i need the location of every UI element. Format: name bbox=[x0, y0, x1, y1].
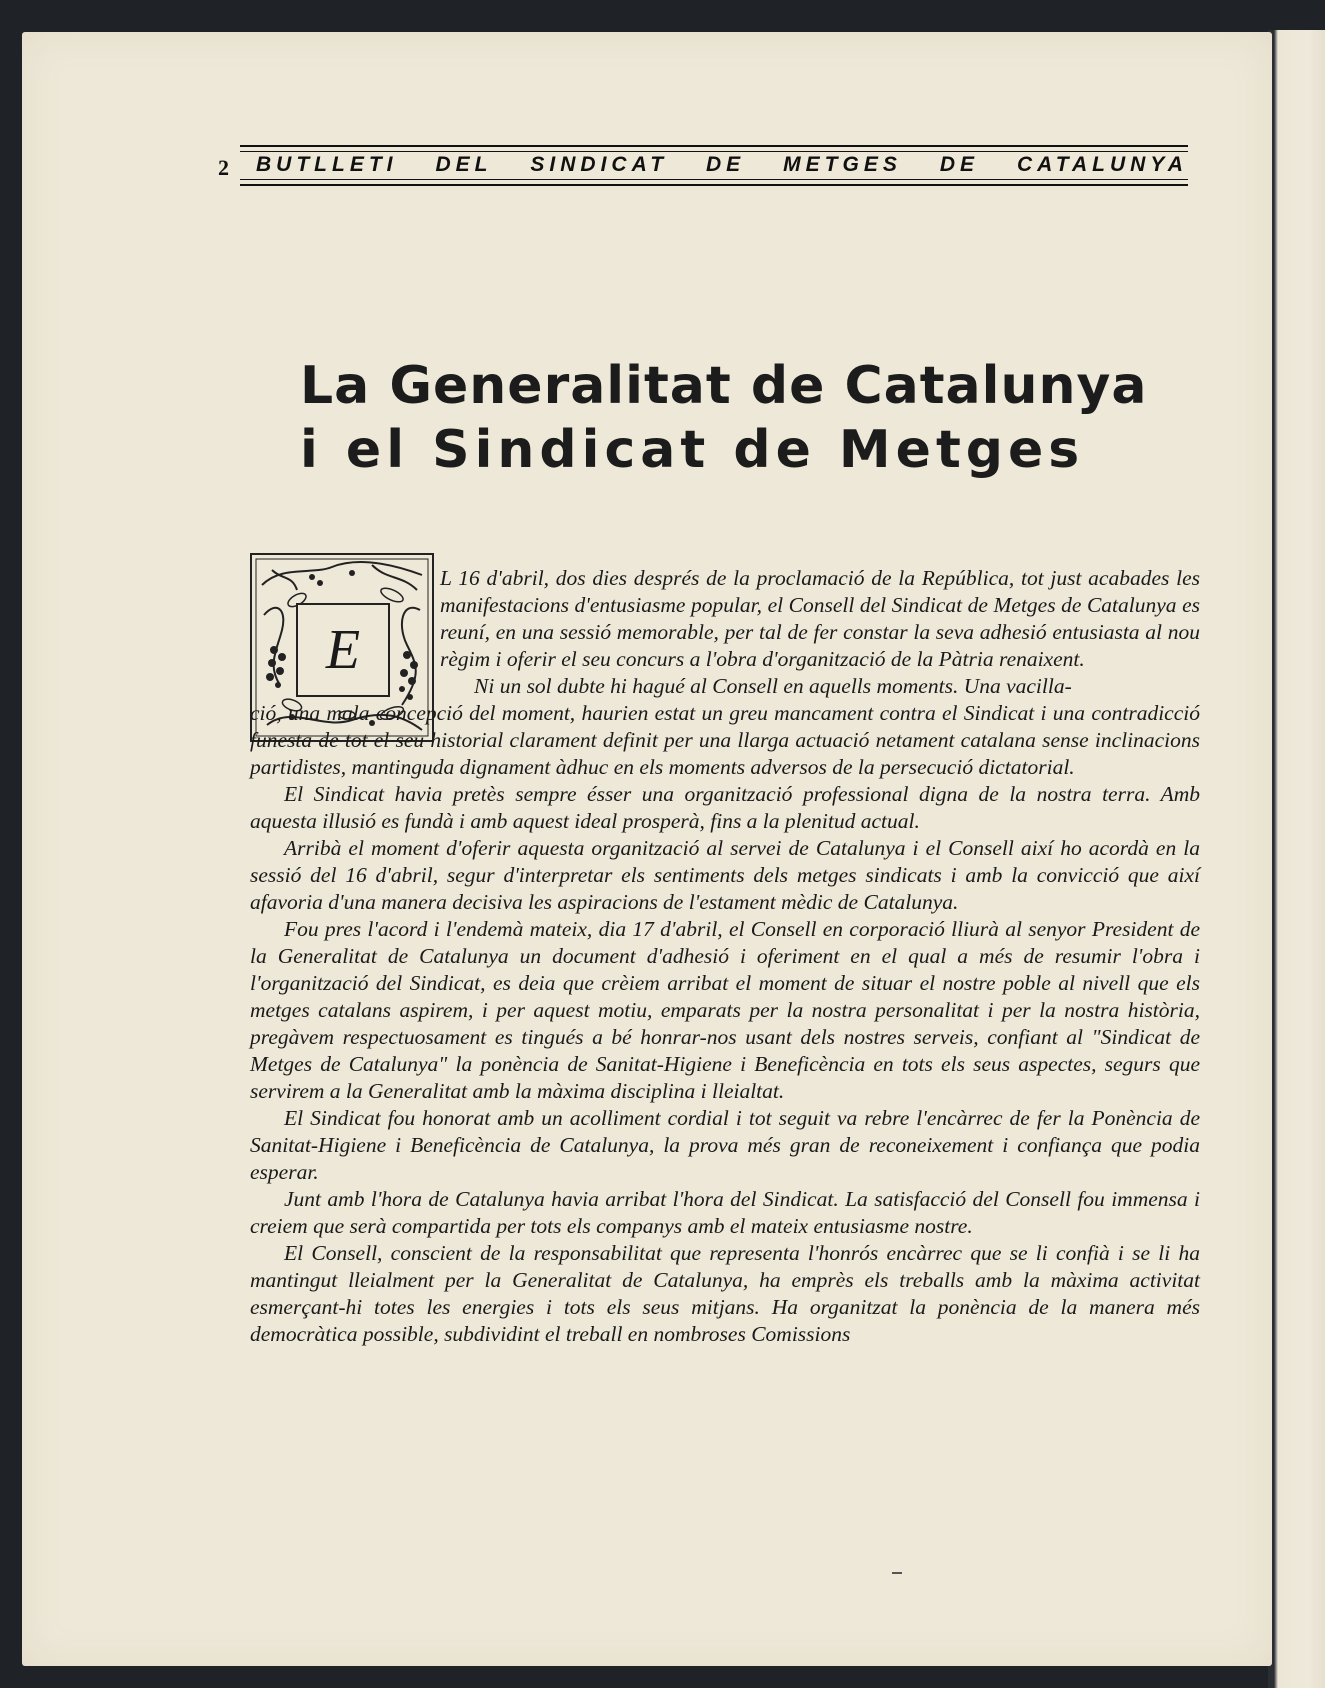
article-title-line: i el Sindicat de Metges bbox=[300, 420, 1085, 480]
article-body bbox=[250, 565, 1200, 1348]
running-title-word: CATALUNYA bbox=[1016, 153, 1188, 176]
running-title-word: SINDICAT bbox=[530, 153, 669, 176]
paragraph: Junt amb l'hora de Catalunya havia arribat l'hora del Sindicat. La satisfacció del Consell fou immensa i creiem que serà compartida per tots els companys amb el mateix entusiasme nostre. bbox=[250, 1187, 1200, 1238]
running-title-word: BUTLLETI bbox=[256, 153, 398, 176]
running-title bbox=[256, 153, 1188, 177]
running-title-word: DE bbox=[706, 153, 746, 176]
print-mark bbox=[892, 1572, 902, 1574]
page-number: 2 bbox=[218, 155, 229, 180]
running-title-word: DE bbox=[939, 153, 979, 176]
running-title-word: DEL bbox=[435, 153, 493, 176]
header-rule bbox=[240, 145, 1188, 147]
header-rule bbox=[240, 151, 1188, 152]
paragraph: El Sindicat fou honorat amb un acolliment cordial i tot seguit va rebre l'encàrrec de fer la Ponència de Sanitat-Higiene i Beneficència de Catalunya, la prova més gran de reconeixement i confiança que podia esperar. bbox=[250, 1106, 1200, 1184]
header-rule bbox=[240, 179, 1188, 180]
article-title bbox=[300, 355, 1148, 483]
paragraph: El Consell, conscient de la responsabilitat que representa l'honrós encàrrec que se li confià i se li ha mantingut lleialment per la Generalitat de Catalunya, ha emprès els treballs amb la màxima activitat esmerçant-hi totes les energies i tots els seus mitjans. Ha organitzat la ponència de la manera més democràtica possible, subdividint el treball en nombroses Comissions bbox=[250, 1241, 1200, 1346]
drop-cap-letter: E bbox=[325, 619, 361, 681]
running-header bbox=[218, 95, 1188, 200]
paragraph: ció, una mala concepció del moment, haurien estat un greu mancament contra el Sindicat i una contradicció funesta de tot el seu historial clarament definit per una llarga actuació netament catalana sense inclinacions partidistes, mantinguda dignament àdhuc en els moments adversos de la persecució dictatorial. bbox=[250, 701, 1200, 779]
paragraph: Arribà el moment d'oferir aquesta organització al servei de Catalunya i el Consell així ho acordà en la sessió del 16 d'abril, segur d'interpretar els sentiments dels metges sindicats i amb la convicció que així afavoria d'una manera decisiva les aspiracions de l'estament mèdic de Catalunya. bbox=[250, 836, 1200, 914]
paragraph: L 16 d'abril, dos dies després de la proclamació de la República, tot just acabades les manifestacions d'entusiasme popular, el Consell del Sindicat de Metges de Catalunya es reuní, en una sessió memorable, per tal de fer constar la seva adhesió entusiasta al nou règim i oferir el seu concurs a l'obra d'organització de la Pàtria renaixent. bbox=[440, 566, 1200, 671]
running-title-word: METGES bbox=[783, 153, 902, 176]
paragraph: El Sindicat havia pretès sempre ésser una organització professional digna de la nostra terra. Amb aquesta illusió es fundà i amb aquest ideal prosperà, fins a la plenitud actual. bbox=[250, 782, 1200, 833]
paragraph: Ni un sol dubte hi hagué al Consell en aquells moments. Una vacilla- bbox=[474, 674, 1072, 698]
article-title-line: La Generalitat de Catalunya bbox=[300, 356, 1148, 416]
paragraph: Fou pres l'acord i l'endemà mateix, dia 17 d'abril, el Consell en corporació lliurà al senyor President de la Generalitat de Catalunya un document d'adhesió i oferiment en el qual a més de resumir l'obra i l'organització del Sindicat, es deia que crèiem arribat el moment de situar el nostre poble al nivell que els metges catalans aspirem, i per aquest motiu, emparats per la nostra personalitat i per la nostra història, pregàvem respectuosament es tingués a bé honrar-nos usant dels nostres serveis, confiant al "Sindicat de Metges de Catalunya" la ponència de Sanitat-Higiene i Beneficència en tots els seus aspectes, segurs que servirem a la Generalitat amb la màxima disciplina i lleialtat. bbox=[250, 917, 1200, 1103]
adjacent-page-edge bbox=[1268, 30, 1325, 1688]
header-rule bbox=[240, 184, 1188, 186]
